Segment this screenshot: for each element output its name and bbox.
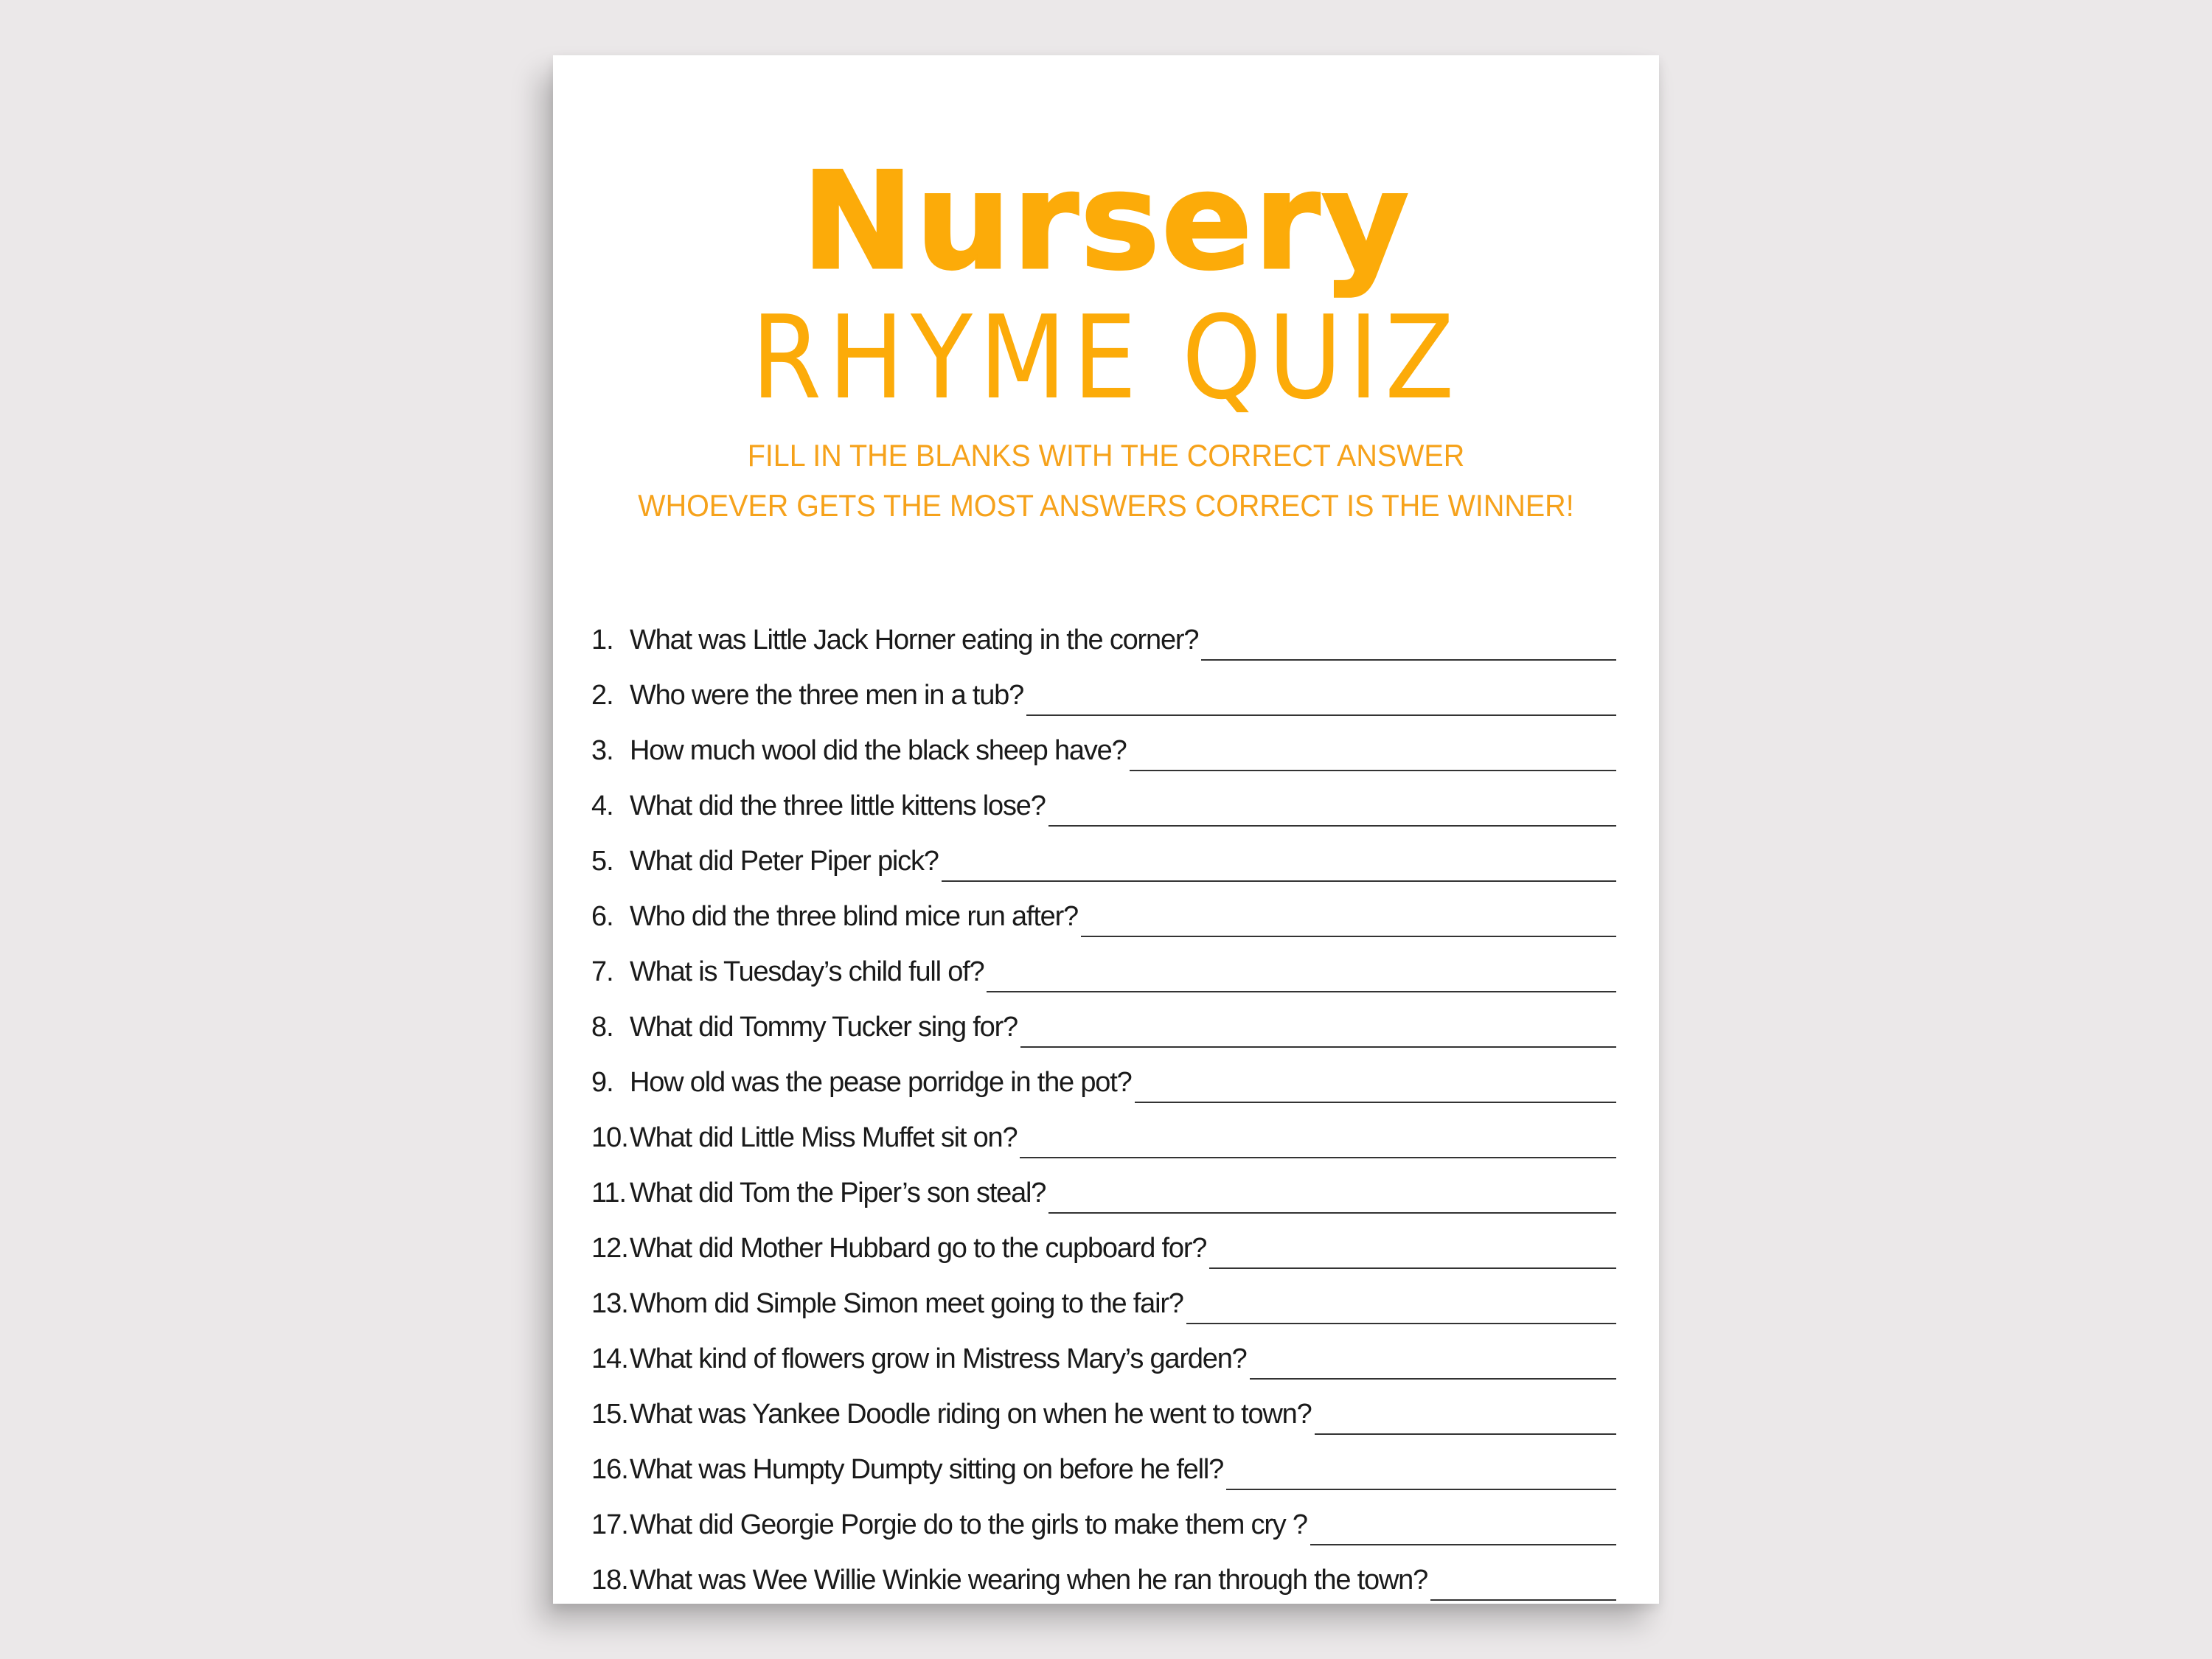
- question-text: What did Georgie Porgie do to the girls to make them cry ?: [630, 1509, 1307, 1540]
- question-number: 7.: [591, 956, 613, 987]
- question-item: [591, 1178, 1616, 1233]
- question-item: [591, 1343, 1616, 1399]
- question-number: 10.: [591, 1122, 628, 1153]
- question-number: 16.: [591, 1454, 628, 1485]
- instruction-line-2: WHOEVER GETS THE MOST ANSWERS CORRECT IS THE WINNER!: [638, 488, 1574, 523]
- question-number: 6.: [591, 901, 613, 932]
- question-item: [591, 1288, 1616, 1343]
- question-item: [591, 1565, 1616, 1620]
- question-number: 13.: [591, 1288, 628, 1319]
- answer-blank[interactable]: [1209, 1267, 1616, 1269]
- quiz-title: Nursery: [801, 143, 1411, 299]
- question-text: What is Tuesday’s child full of?: [630, 956, 984, 987]
- answer-blank[interactable]: [1226, 1488, 1616, 1490]
- question-text: What kind of flowers grow in Mistress Mary’s garden?: [630, 1343, 1247, 1374]
- question-item: [591, 1122, 1616, 1178]
- question-item: [591, 1399, 1616, 1454]
- question-item: [591, 956, 1616, 1012]
- answer-blank[interactable]: [1315, 1433, 1616, 1435]
- question-number: 15.: [591, 1399, 628, 1430]
- question-item: [591, 1509, 1616, 1565]
- answer-blank[interactable]: [1201, 658, 1616, 661]
- question-text: What was Little Jack Horner eating in the corner?: [630, 625, 1199, 655]
- question-text: How old was the pease porridge in the pot?: [630, 1067, 1132, 1098]
- answer-blank[interactable]: [987, 990, 1616, 992]
- answer-blank[interactable]: [1020, 1156, 1616, 1158]
- question-item: [591, 680, 1616, 735]
- question-number: 4.: [591, 790, 613, 821]
- answer-blank[interactable]: [1430, 1599, 1616, 1601]
- answer-blank[interactable]: [1310, 1543, 1616, 1545]
- question-item: [591, 735, 1616, 790]
- question-number: 11.: [591, 1178, 627, 1208]
- question-number: 1.: [591, 625, 613, 655]
- question-list: [591, 625, 1616, 1620]
- question-item: [591, 846, 1616, 901]
- answer-blank[interactable]: [1026, 714, 1616, 716]
- answer-blank[interactable]: [1135, 1101, 1616, 1103]
- answer-blank[interactable]: [1048, 824, 1616, 827]
- question-text: What did the three little kittens lose?: [630, 790, 1046, 821]
- question-text: What did Tom the Piper’s son steal?: [630, 1178, 1046, 1208]
- quiz-subtitle: RHYME QUIZ: [751, 291, 1461, 425]
- instruction-line-1: FILL IN THE BLANKS WITH THE CORRECT ANSWER: [747, 438, 1465, 473]
- answer-blank[interactable]: [1020, 1046, 1616, 1048]
- question-text: How much wool did the black sheep have?: [630, 735, 1127, 766]
- question-item: [591, 901, 1616, 956]
- question-item: [591, 790, 1616, 846]
- question-number: 14.: [591, 1343, 628, 1374]
- question-item: [591, 625, 1616, 680]
- question-text: Who were the three men in a tub?: [630, 680, 1024, 711]
- question-text: What did Peter Piper pick?: [630, 846, 939, 877]
- question-text: Who did the three blind mice run after?: [630, 901, 1078, 932]
- answer-blank[interactable]: [1081, 935, 1616, 937]
- answer-blank[interactable]: [1250, 1377, 1616, 1380]
- question-text: What did Little Miss Muffet sit on?: [630, 1122, 1018, 1153]
- question-text: What did Tommy Tucker sing for?: [630, 1012, 1018, 1043]
- question-number: 9.: [591, 1067, 613, 1098]
- question-item: [591, 1012, 1616, 1067]
- question-text: What did Mother Hubbard go to the cupboard for?: [630, 1233, 1207, 1264]
- question-text: What was Humpty Dumpty sitting on before he fell?: [630, 1454, 1224, 1485]
- question-number: 17.: [591, 1509, 628, 1540]
- question-item: [591, 1233, 1616, 1288]
- question-number: 3.: [591, 735, 613, 766]
- question-text: What was Wee Willie Winkie wearing when he ran through the town?: [630, 1565, 1428, 1596]
- question-item: [591, 1454, 1616, 1509]
- answer-blank[interactable]: [1048, 1211, 1616, 1214]
- question-number: 18.: [591, 1565, 628, 1596]
- question-number: 2.: [591, 680, 613, 711]
- answer-blank[interactable]: [1130, 769, 1616, 771]
- answer-blank[interactable]: [1186, 1322, 1616, 1324]
- quiz-sheet: [553, 55, 1659, 1604]
- question-number: 8.: [591, 1012, 613, 1043]
- question-number: 5.: [591, 846, 613, 877]
- question-text: What was Yankee Doodle riding on when he went to town?: [630, 1399, 1312, 1430]
- question-item: [591, 1067, 1616, 1122]
- answer-blank[interactable]: [942, 880, 1616, 882]
- question-number: 12.: [591, 1233, 628, 1264]
- question-text: Whom did Simple Simon meet going to the fair?: [630, 1288, 1183, 1319]
